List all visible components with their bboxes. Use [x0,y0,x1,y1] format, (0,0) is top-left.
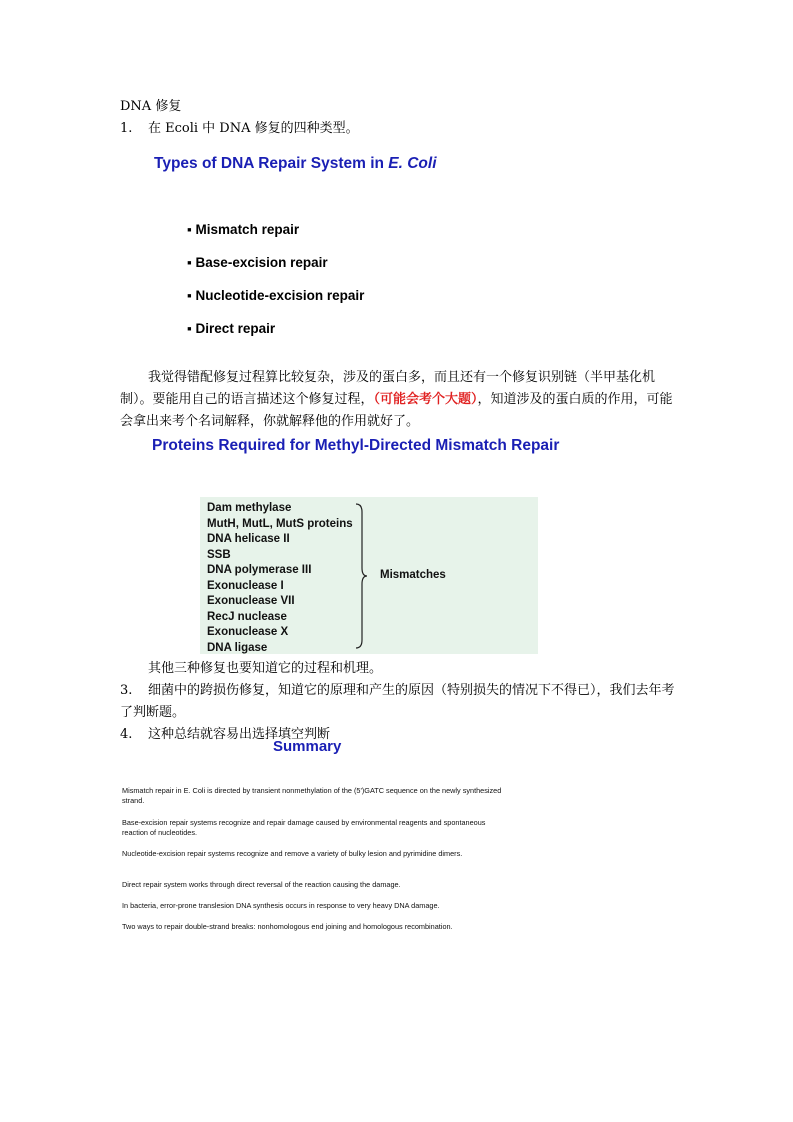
paragraph-mismatch-note [120,367,675,433]
para-text: 我觉得错配修复过程算比较复杂，涉及的蛋白多，而且还有一个修复识别链（半甲基化机制）。要能用自己的语言描述这个修复过程， [120,370,656,407]
list-item-text: 这种总结就容易出选择填空判断 [148,727,331,742]
list-item-text: 在 Ecoli 中 DNA 修复的四种类型。 [148,121,359,136]
bullet-label: Mismatch repair [195,222,300,237]
bullet-label: Direct repair [195,321,276,336]
protein-table [200,497,538,654]
bullet-item: ▪ Nucleotide-excision repair [187,288,365,303]
bracket-label: Mismatches [380,569,446,581]
paragraph-other-repairs: 其他三种修复也要知道它的过程和机理。 [148,661,383,676]
figure1-title [154,155,437,173]
bullet-item: ▪ Mismatch repair [187,222,300,237]
summary-title: Summary [273,738,342,755]
list-item-number: 1. [120,121,133,136]
bullet-label: Nucleotide-excision repair [195,288,365,303]
summary-line: In bacteria, error-prone translesion DNA synthesis occurs in response to very heavy DNA damage. [122,901,440,910]
protein-item: DNA helicase II [207,533,290,545]
list-item-3 [120,680,675,724]
exam-highlight: （可能会考个大题） [373,392,478,407]
protein-list [207,501,353,656]
document-title: DNA 修复 [120,99,182,114]
para-text: ，知道涉及的蛋白质的作用，可能会拿出来考个名词解释，你就解释他的作用就好了。 [120,392,673,429]
protein-item: Dam methylase [207,502,292,514]
bullet-label: Base-excision repair [195,255,328,270]
protein-item: SSB [207,548,231,561]
list-item-number: 3. [120,683,133,698]
protein-item: MutH, MutL, MutS proteins [207,517,353,530]
list-item-number: 4. [120,727,133,742]
protein-item: DNA polymerase III [207,564,312,576]
protein-item: Exonuclease VII [207,595,295,607]
bullet-item: ▪ Direct repair [187,321,276,336]
list-item-text: 细菌中的跨损伤修复，知道它的原理和产生的原因（特别损失的情况下不得已），我们去年考了判断题。 [120,683,675,720]
list-item-1 [120,118,359,140]
summary-line: Direct repair system works through direct reversal of the reaction causing the damage. [122,880,401,889]
summary-line: Two ways to repair double-strand breaks: nonhomologous end joining and homologous recombination. [122,922,453,931]
figure1-title-main: Types of DNA Repair System in [154,155,389,172]
protein-item: DNA ligase [207,641,268,654]
summary-line: Mismatch repair in E. Coli is directed by transient nonmethylation of the (5')GATC sequence on the newly synthesized strand. [122,786,502,805]
figure2-title: Proteins Required for Methyl-Directed Mismatch Repair [152,437,560,454]
summary-line: Nucleotide-excision repair systems recognize and remove a variety of bulky lesion and pyrimidine dimers. [122,849,463,858]
protein-item: Exonuclease I [207,579,284,592]
summary-line: Base-excision repair systems recognize and repair damage caused by environmental reagents and spontaneous reaction of nucleotides. [122,818,486,837]
protein-item: RecJ nuclease [207,610,287,623]
figure1-title-italic: E. Coli [388,155,437,172]
protein-item: Exonuclease X [207,626,289,638]
bullet-item: ▪ Base-excision repair [187,255,328,270]
curly-brace-icon [354,502,368,650]
